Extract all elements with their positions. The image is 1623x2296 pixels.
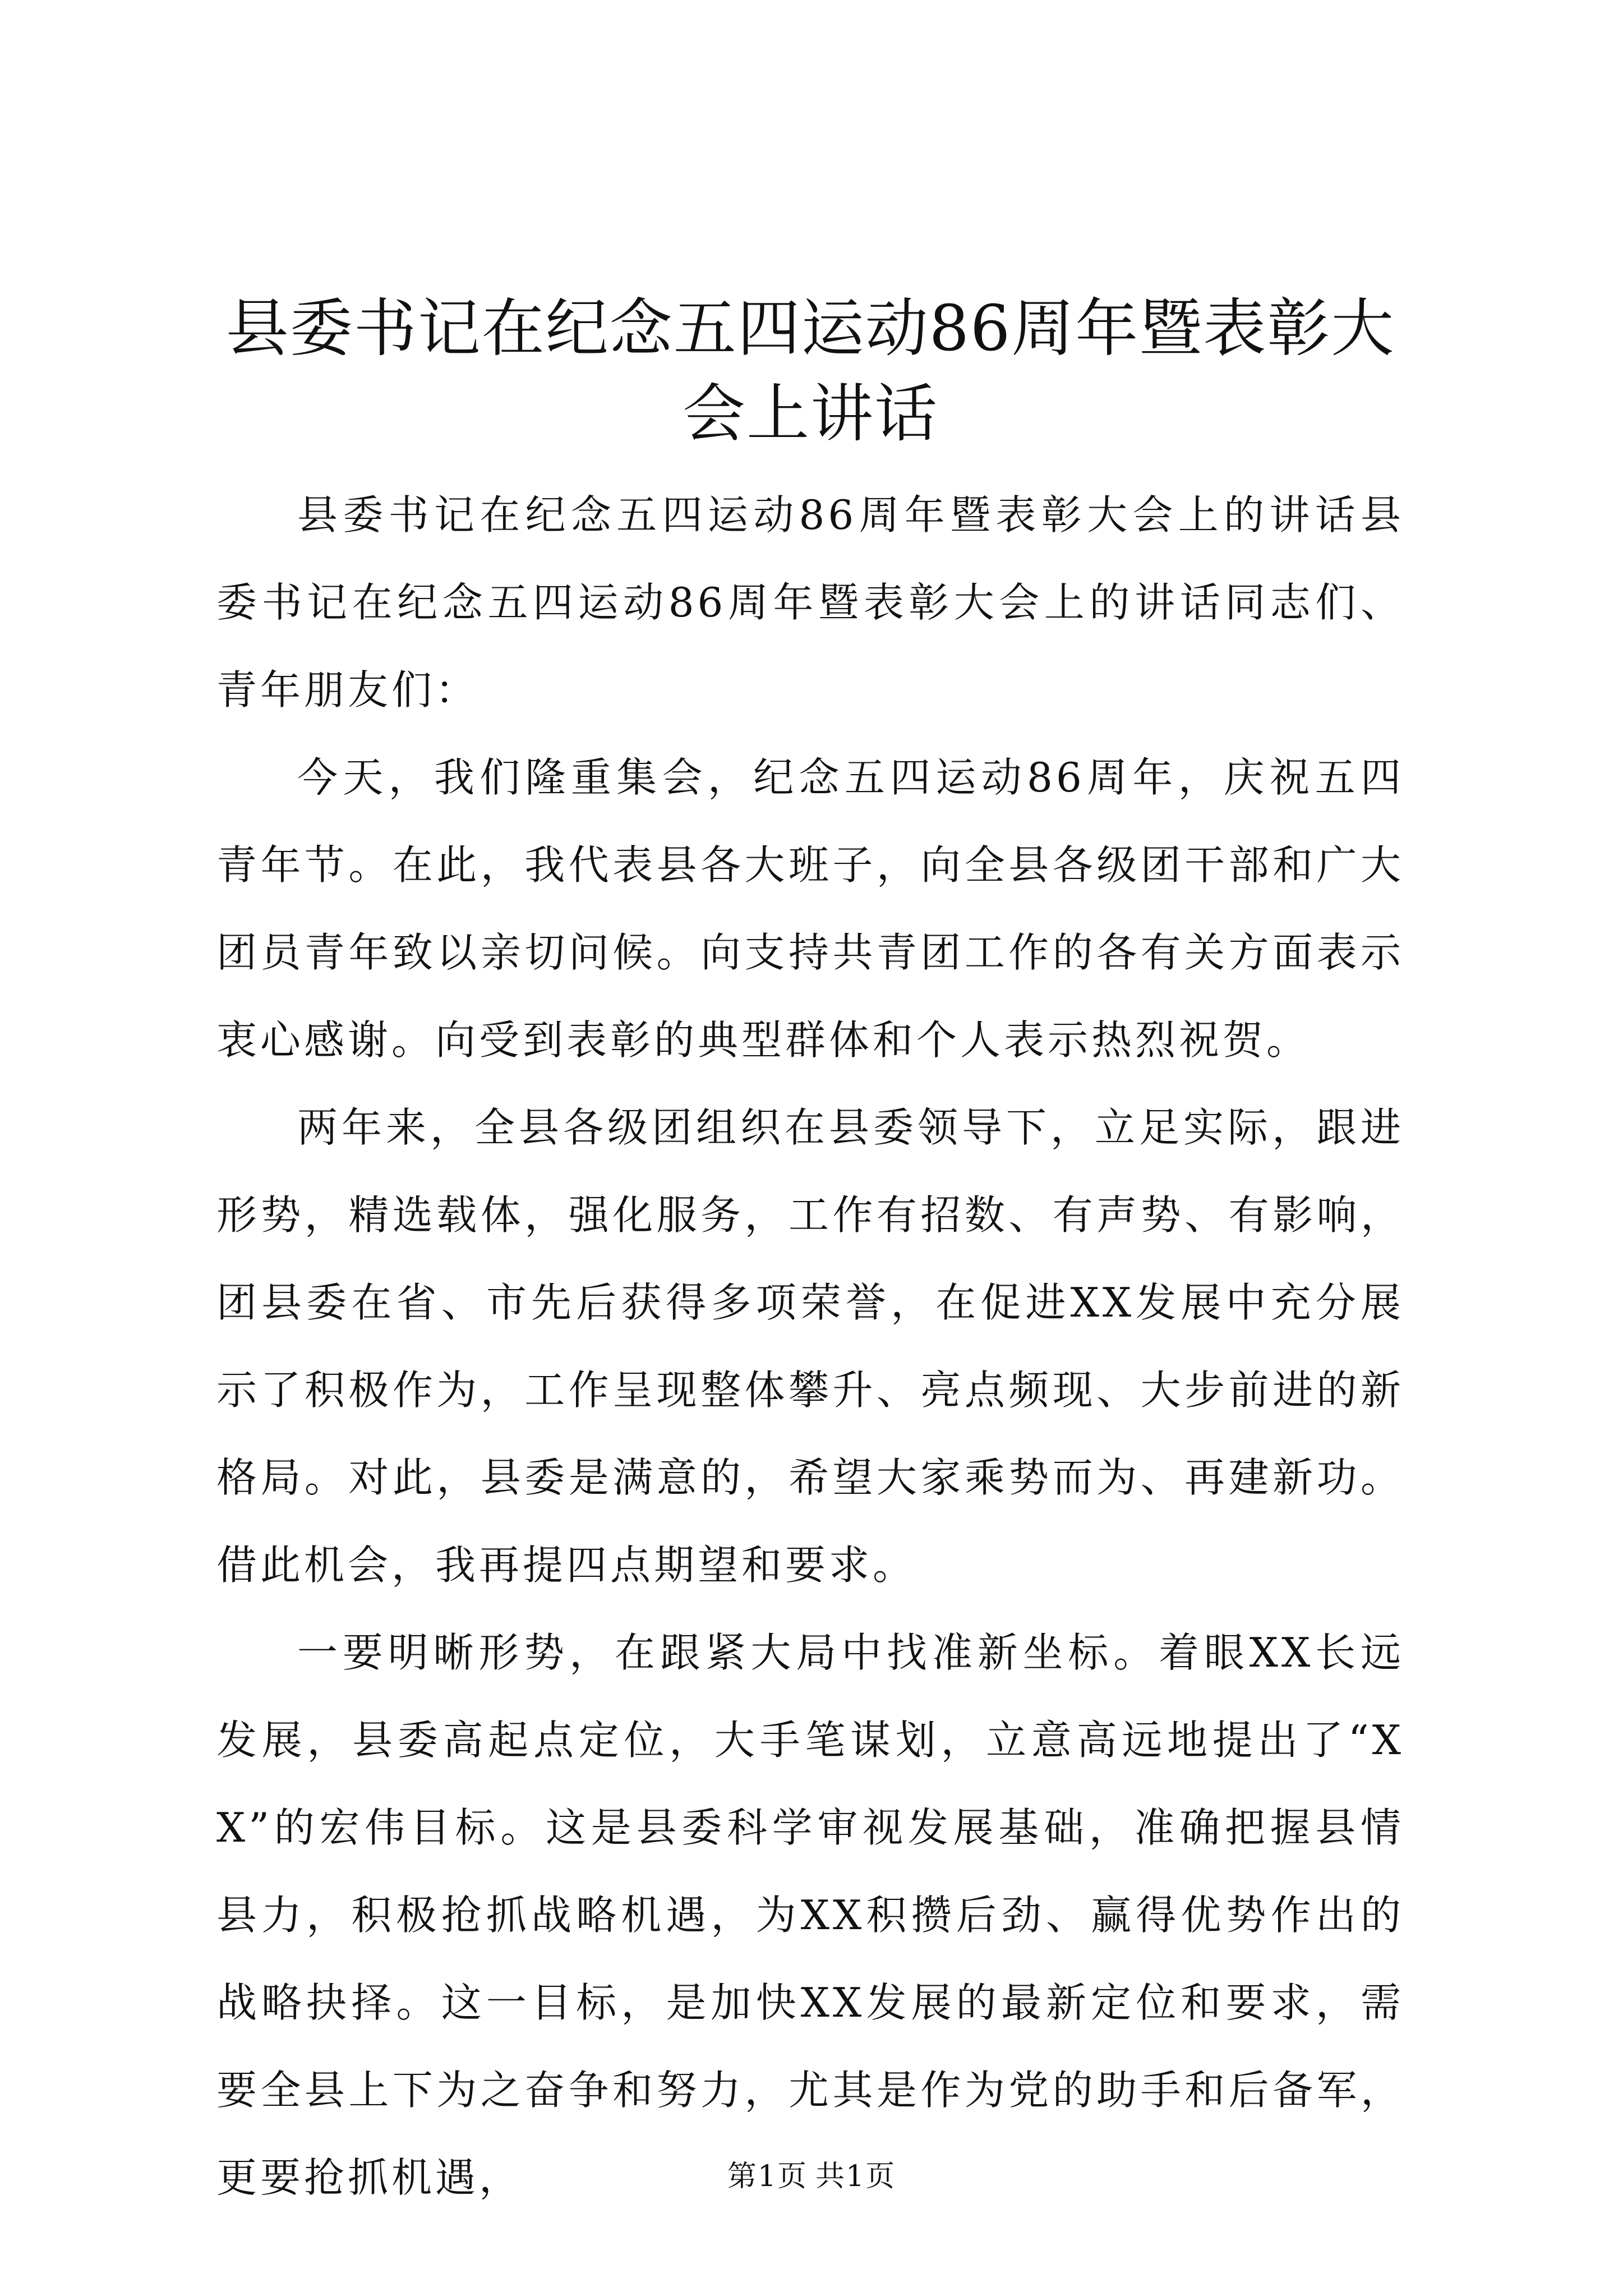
document-title: 县委书记在纪念五四运动86周年暨表彰大会上讲话 (225, 292, 1395, 450)
paragraph: 一要明晰形势，在跟紧大局中找准新坐标。着眼XX长远发展，县委高起点定位，大手笔谋划，立意高远地提出了“XX”的宏伟目标。这是县委科学审视发展基础，准确把握县情县力，积极抢抓战略机遇，为XX积攒后劲、赢得优势作出的战略抉择。这一目标，是加快XX发展的最新定位和要求，需要全县上下为之奋争和努力，尤其是作为党的助手和后备军，更要抢抓机遇， (216, 1629, 1404, 2201)
page-total: 共1页 (815, 2160, 896, 2193)
paragraph: 县委书记在纪念五四运动86周年暨表彰大会上的讲话县委书记在纪念五四运动86周年暨表彰大会上的讲话同志们、青年朋友们： (216, 491, 1404, 714)
paragraph: 今天，我们隆重集会，纪念五四运动86周年，庆祝五四青年节。在此，我代表县各大班子，向全县各级团干部和广大团员青年致以亲切问候。向支持共青团工作的各有关方面表示衷心感谢。向受到表彰的典型群体和个人表示热烈祝贺。 (216, 754, 1404, 1064)
page-footer (0, 2157, 1623, 2196)
page-number: 第1页 (727, 2160, 808, 2193)
paragraph: 两年来，全县各级团组织在县委领导下，立足实际，跟进形势，精选载体，强化服务，工作有招数、有声势、有影响，团县委在省、市先后获得多项荣誉，在促进XX发展中充分展示了积极作为，工作呈现整体攀升、亮点频现、大步前进的新格局。对此，县委是满意的，希望大家乘势而为、再建新功。借此机会，我再提四点期望和要求。 (216, 1104, 1404, 1589)
document-body (216, 471, 1404, 2221)
